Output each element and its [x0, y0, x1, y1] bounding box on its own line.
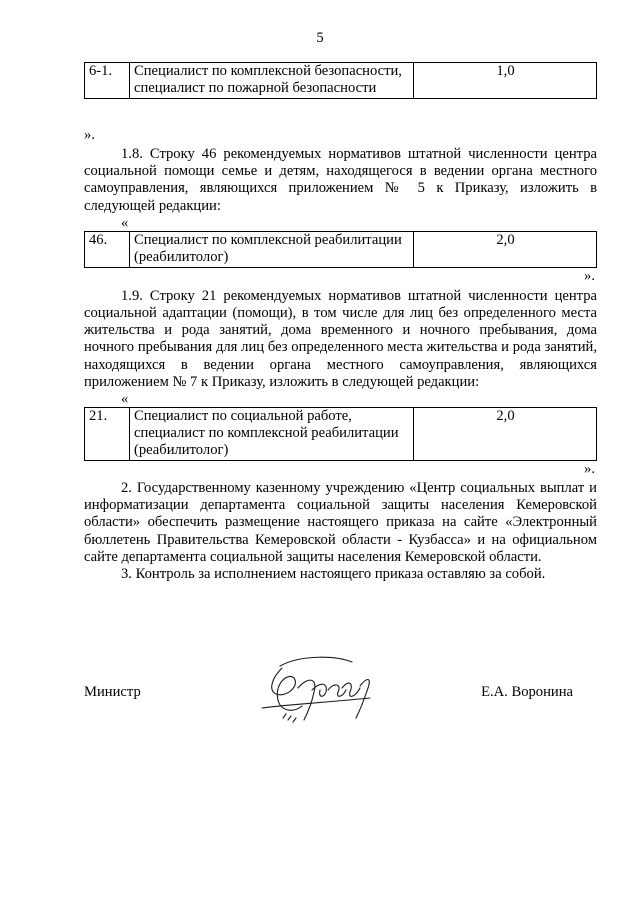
table-row: [85, 231, 597, 267]
staff-value: 2,0: [414, 231, 597, 267]
document-body: [84, 62, 597, 583]
handwritten-signature: [242, 648, 392, 726]
row-number: 46.: [85, 231, 130, 267]
signatory-title: Министр: [84, 684, 141, 700]
norm-table-46: [84, 231, 597, 268]
staff-value: 1,0: [414, 63, 597, 99]
row-number: 21.: [85, 408, 130, 461]
norm-table-21: [84, 407, 597, 461]
page-number: 5: [316, 30, 324, 46]
table-row: [85, 63, 597, 99]
paragraph-1-8: 1.8. Строку 46 рекомендуемых нормативов штатной численности центра социальной помощи семье и детям, находящегося в ведении органа местного самоуправления, являющихся приложением № 5 к Приказу, изложить в следующей редакции:: [84, 146, 597, 214]
position-name: Специалист по социальной работе, специалист по комплексной реабилитации (реабилитолог): [130, 408, 414, 461]
norm-table-6-1: [84, 62, 597, 99]
opening-quote: «: [121, 391, 129, 408]
closing-quote: ».: [84, 127, 95, 143]
position-name: Специалист по комплексной безопасности, специалист по пожарной безопасности: [130, 63, 414, 99]
paragraph-2: 2. Государственному казенному учреждению «Центр социальных выплат и информатизации департамента социальной защиты населения Кемеровской области» обеспечить размещение настоящего приказа на сайте «Электронный бюллетень Правительства Кемеровской области - Кузбасса» и на официальном сайте департамента социальной защиты населения Кемеровской области.: [84, 480, 597, 565]
paragraph-1-9: 1.9. Строку 21 рекомендуемых нормативов штатной численности центра социальной адаптации (помощи), в том числе для лиц без определенного места жительства и рода занятий, дома временного и ночного пребывания, дома ночного пребывания для лиц без определенного места жительства и рода занятий, находящихся в ведении органа местного самоуправления, являющихся приложением № 7 к Приказу, изложить в следующей редакции:: [84, 287, 597, 390]
position-name: Специалист по комплексной реабилитации (реабилитолог): [130, 231, 414, 267]
signatory-name: Е.А. Воронина: [481, 684, 573, 700]
paragraph-3: 3. Контроль за исполнением настоящего приказа оставляю за собой.: [121, 566, 546, 583]
signature-block: [84, 648, 597, 728]
row-number: 6-1.: [85, 63, 130, 99]
closing-quote: ».: [584, 461, 595, 478]
opening-quote: «: [121, 214, 129, 231]
table-row: [85, 408, 597, 461]
closing-quote: ».: [584, 267, 595, 284]
staff-value: 2,0: [414, 408, 597, 461]
